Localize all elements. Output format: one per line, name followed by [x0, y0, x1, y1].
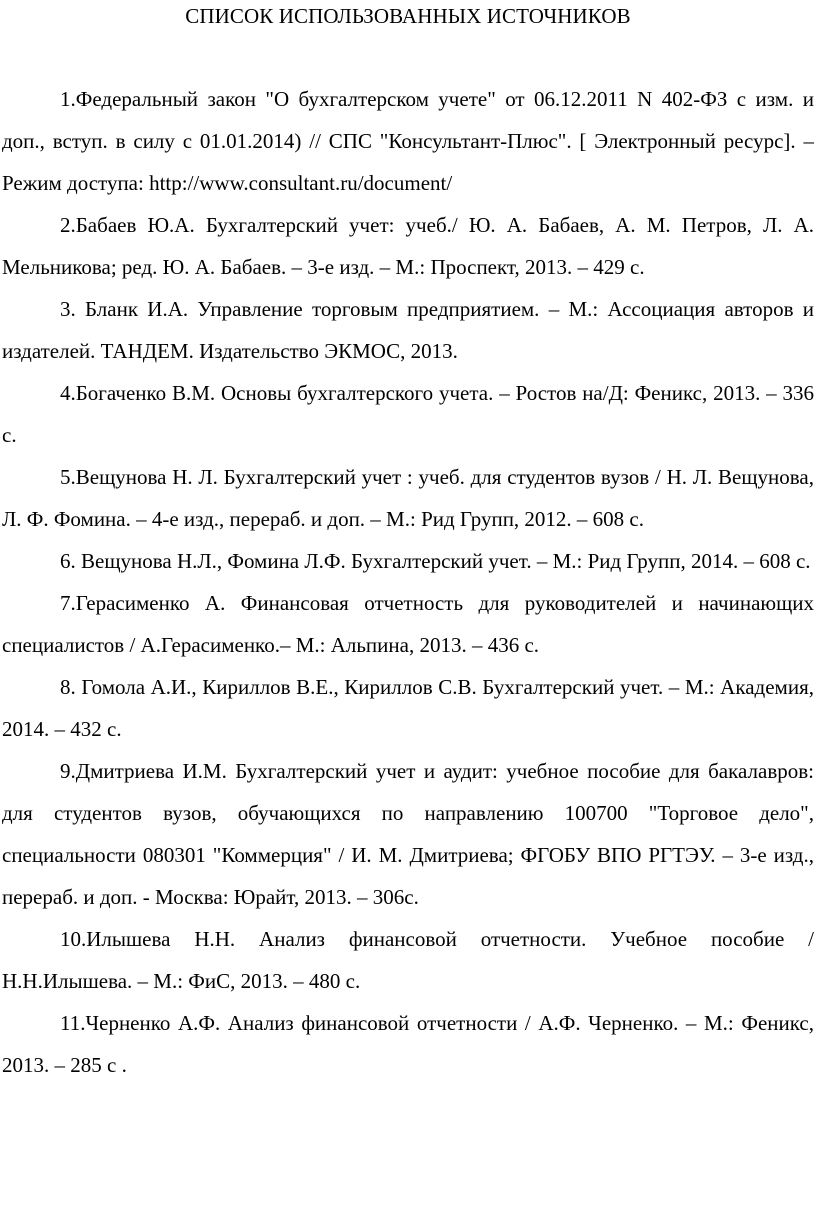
reference-text: 7.Герасименко А. Финансовая отчетность для руководителей и начинающих специалистов / А.Герасименко.– М.: Альпина, 2013. – 436 с. [2, 591, 814, 657]
reference-item-2 [2, 204, 814, 288]
reference-item-1 [2, 78, 814, 204]
page-title: СПИСОК ИСПОЛЬЗОВАННЫХ ИСТОЧНИКОВ [185, 4, 631, 28]
reference-text: 1.Федеральный закон "О бухгалтерском учете" от 06.12.2011 N 402-ФЗ с изм. и доп., вступ. в силу с 01.01.2014) // СПС "Консультант-Плюс". [ Электронный ресурс]. – Режим доступа: http://www.consultant.ru/document/ [2, 87, 814, 195]
reference-item-3 [2, 288, 814, 372]
reference-item-6 [2, 540, 814, 582]
reference-text: 3. Бланк И.А. Управление торговым предприятием. – М.: Ассоциация авторов и издателей. ТАНДЕМ. Издательство ЭКМОС, 2013. [2, 297, 814, 363]
reference-text: 2.Бабаев Ю.А. Бухгалтерский учет: учеб./ Ю. А. Бабаев, А. М. Петров, Л. А. Мельникова; ред. Ю. А. Бабаев. – 3-е изд. – М.: Проспект, 2013. – 429 с. [2, 213, 814, 279]
reference-item-8 [2, 666, 814, 750]
reference-item-5 [2, 456, 814, 540]
reference-item-9 [2, 750, 814, 918]
reference-text: 4.Богаченко В.М. Основы бухгалтерского учета. – Ростов на/Д: Феникс, 2013. – 336 с. [2, 381, 814, 447]
reference-item-10 [2, 918, 814, 1002]
reference-item-11 [2, 1002, 814, 1086]
reference-item-7 [2, 582, 814, 666]
reference-list [2, 78, 814, 1086]
reference-text: 8. Гомола А.И., Кириллов В.Е., Кириллов С.В. Бухгалтерский учет. – М.: Академия, 2014. – 432 с. [2, 675, 814, 741]
reference-text: 10.Илышева Н.Н. Анализ финансовой отчетности. Учебное пособие / Н.Н.Илышева. – М.: ФиС, 2013. – 480 с. [2, 927, 814, 993]
reference-text: 6. Вещунова Н.Л., Фомина Л.Ф. Бухгалтерский учет. – М.: Рид Групп, 2014. – 608 с. [60, 549, 811, 573]
reference-item-4 [2, 372, 814, 456]
reference-text: 11.Черненко А.Ф. Анализ финансовой отчетности / А.Ф. Черненко. – М.: Феникс, 2013. – 285 с . [2, 1011, 814, 1077]
reference-text: 5.Вещунова Н. Л. Бухгалтерский учет : учеб. для студентов вузов / Н. Л. Вещунова, Л. Ф. Фомина. – 4-е изд., перераб. и доп. – М.: Рид Групп, 2012. – 608 с. [2, 465, 814, 531]
reference-text: 9.Дмитриева И.М. Бухгалтерский учет и аудит: учебное пособие для бакалавров: для студентов вузов, обучающихся по направлению 100700 "Торговое дело", специальности 080301 "Коммерция" / И. М. Дмитриева; ФГОБУ ВПО РГТЭУ. – 3-е изд., перераб. и доп. - Москва: Юрайт, 2013. – 306с. [2, 759, 814, 909]
